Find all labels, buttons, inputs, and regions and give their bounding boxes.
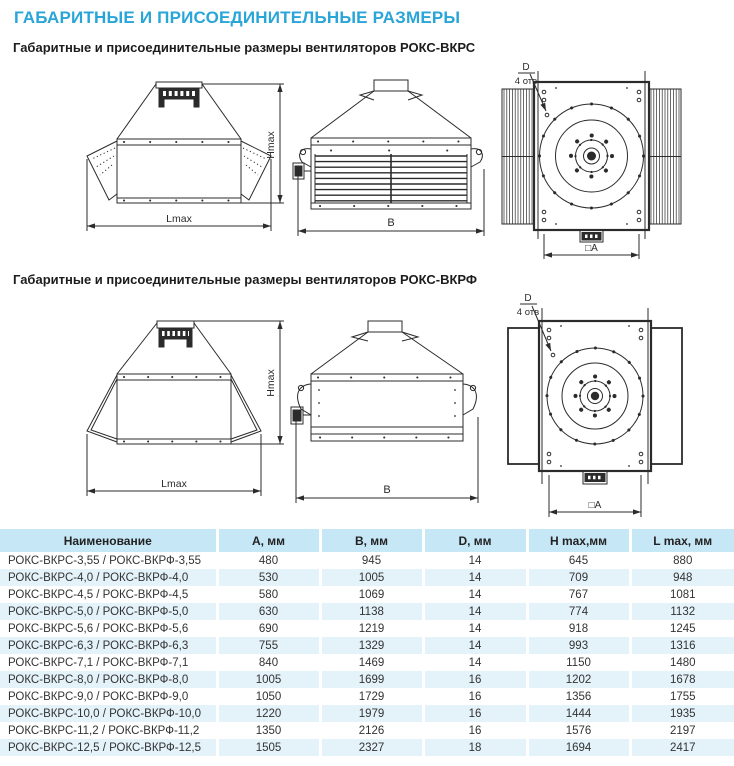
model-name-cell: РОКС-ВКРС-5,6 / РОКС-ВКРФ-5,6: [0, 620, 217, 637]
dimension-value-cell: 18: [423, 739, 527, 756]
dimension-value-cell: 14: [423, 586, 527, 603]
square-a-label: □A: [585, 243, 598, 254]
dimension-value-cell: 16: [423, 722, 527, 739]
dimension-value-cell: 14: [423, 552, 527, 569]
hole-diameter-label: D: [524, 293, 532, 304]
dimension-value-cell: 16: [423, 671, 527, 688]
model-name-cell: РОКС-ВКРС-7,1 / РОКС-ВКРФ-7,1: [0, 654, 217, 671]
dimension-value-cell: 645: [527, 552, 630, 569]
hole-diameter-label: D: [522, 62, 530, 73]
table-header-cell: D, мм: [423, 529, 527, 552]
catalog-page: [0, 8, 734, 766]
table-body: [0, 552, 734, 756]
dimension-value-cell: 1729: [320, 688, 423, 705]
dimension-value-cell: 16: [423, 705, 527, 722]
table-header-cell: Н max,мм: [527, 529, 630, 552]
dimension-value-cell: 1202: [527, 671, 630, 688]
dimension-value-cell: 1576: [527, 722, 630, 739]
dimension-value-cell: 14: [423, 569, 527, 586]
hmax-label: Hmax: [265, 131, 277, 159]
model-name-cell: РОКС-ВКРС-4,0 / РОКС-ВКРФ-4,0: [0, 569, 217, 586]
dimension-value-cell: 1356: [527, 688, 630, 705]
section-subtitle-vkrf: Габаритные и присоединительные размеры вентиляторов РОКС-ВКРФ: [13, 272, 478, 287]
model-name-cell: РОКС-ВКРС-5,0 / РОКС-ВКРФ-5,0: [0, 603, 217, 620]
dimension-value-cell: 14: [423, 603, 527, 620]
dimension-value-cell: 1150: [527, 654, 630, 671]
dimension-value-cell: 1935: [669, 707, 696, 720]
dimension-value-cell: 14: [423, 620, 527, 637]
dimension-value-cell: 709: [527, 569, 630, 586]
vkrs-top-view-drawing: [494, 59, 734, 264]
dimension-value-cell: 993: [527, 637, 630, 654]
lmax-label: Lmax: [161, 478, 187, 490]
dimension-value-cell: 1132: [670, 605, 696, 618]
b-dim-label: B: [387, 217, 395, 229]
dimension-value-cell: 2197: [669, 724, 696, 737]
model-name-cell: РОКС-ВКРС-12,5 / РОКС-ВКРФ-12,5: [0, 739, 217, 756]
dimension-value-cell: 774: [527, 603, 630, 620]
dimension-value-cell: 1469: [320, 654, 423, 671]
dimension-value-cell: 918: [527, 620, 630, 637]
dimension-value-cell: 580: [217, 586, 320, 603]
dimension-value-cell: 14: [423, 654, 527, 671]
dimension-value-cell: 755: [217, 637, 320, 654]
dimension-value-cell: 880: [673, 554, 693, 567]
table-header-cell: Наименование: [0, 529, 217, 552]
hole-count-label: 4 отв: [514, 76, 538, 87]
dimension-value-cell: 1005: [320, 569, 423, 586]
section-subtitle-vkrs: Габаритные и присоединительные размеры вентиляторов РОКС-ВКРС: [13, 40, 476, 55]
table-row: [0, 569, 734, 586]
dimension-value-cell: 1050: [217, 688, 320, 705]
dimension-value-cell: 2417: [669, 741, 696, 754]
dimension-value-cell: 690: [217, 620, 320, 637]
table-row: [0, 586, 734, 603]
dimension-value-cell: 767: [527, 586, 630, 603]
table-row: [0, 705, 734, 722]
table-row: [0, 739, 734, 756]
dimension-value-cell: 1245: [669, 622, 696, 635]
dimension-value-cell: 1329: [320, 637, 423, 654]
page-title: ГАБАРИТНЫЕ И ПРИСОЕДИНИТЕЛЬНЫЕ РАЗМЕРЫ: [14, 8, 461, 27]
dimension-value-cell: 480: [217, 552, 320, 569]
vkrs-side-view-drawing: [286, 59, 494, 264]
vkrf-front-view-drawing: [84, 291, 286, 523]
hole-count-label: 4 отв: [516, 307, 540, 318]
model-name-cell: РОКС-ВКРС-4,5 / РОКС-ВКРФ-4,5: [0, 586, 217, 603]
model-name-cell: РОКС-ВКРС-3,55 / РОКС-ВКРФ-3,55: [0, 552, 217, 569]
dimension-value-cell: 1069: [320, 586, 423, 603]
dimensions-table: [0, 529, 734, 756]
lmax-label: Lmax: [166, 213, 192, 225]
table-row: [0, 603, 734, 620]
table-row: [0, 688, 734, 705]
dimension-value-cell: 530: [217, 569, 320, 586]
table-header-cell: В, мм: [320, 529, 423, 552]
dimension-value-cell: 630: [217, 603, 320, 620]
dimension-value-cell: 2327: [320, 739, 423, 756]
dimension-value-cell: 1138: [320, 603, 423, 620]
table-row: [0, 654, 734, 671]
vkrf-side-view-drawing: [286, 291, 494, 523]
b-dim-label: B: [383, 484, 391, 496]
dimension-value-cell: 1220: [217, 705, 320, 722]
dimension-value-cell: 1979: [320, 705, 423, 722]
table-row: [0, 620, 734, 637]
square-a-label: □A: [588, 500, 602, 511]
dimension-value-cell: 1694: [527, 739, 630, 756]
dimension-value-cell: 948: [673, 571, 693, 584]
dimension-value-cell: 1480: [669, 656, 696, 669]
hmax-label: Hmax: [265, 369, 277, 397]
vkrf-drawings-row: [84, 291, 734, 523]
model-name-cell: РОКС-ВКРС-9,0 / РОКС-ВКРФ-9,0: [0, 688, 217, 705]
dimension-value-cell: 1755: [669, 690, 696, 703]
vkrs-front-view-drawing: [84, 59, 286, 264]
model-name-cell: РОКС-ВКРС-6,3 / РОКС-ВКРФ-6,3: [0, 637, 217, 654]
table-header-cell: А, мм: [217, 529, 320, 552]
dimension-value-cell: 1444: [527, 705, 630, 722]
dimension-value-cell: 945: [320, 552, 423, 569]
table-row: [0, 552, 734, 569]
table-row: [0, 722, 734, 739]
vkrs-drawings-row: [84, 59, 734, 264]
vkrf-top-view-drawing: [494, 291, 734, 523]
dimension-value-cell: 1505: [217, 739, 320, 756]
model-name-cell: РОКС-ВКРС-8,0 / РОКС-ВКРФ-8,0: [0, 671, 217, 688]
dimension-value-cell: 1678: [669, 673, 696, 686]
table-header-row: [0, 529, 734, 552]
dimension-value-cell: 2126: [320, 722, 423, 739]
dimension-value-cell: 14: [423, 637, 527, 654]
dimension-value-cell: 1699: [320, 671, 423, 688]
model-name-cell: РОКС-ВКРС-10,0 / РОКС-ВКРФ-10,0: [0, 705, 217, 722]
table-row: [0, 671, 734, 688]
dimension-value-cell: 16: [423, 688, 527, 705]
dimension-value-cell: 840: [217, 654, 320, 671]
model-name-cell: РОКС-ВКРС-11,2 / РОКС-ВКРФ-11,2: [0, 722, 217, 739]
dimension-value-cell: 1219: [320, 620, 423, 637]
table-header-cell: L max, мм: [630, 529, 734, 552]
dimension-value-cell: 1005: [217, 671, 320, 688]
dimension-value-cell: 1350: [217, 722, 320, 739]
dimension-value-cell: 1316: [669, 639, 696, 652]
table-row: [0, 637, 734, 654]
dimension-value-cell: 1081: [669, 588, 696, 601]
